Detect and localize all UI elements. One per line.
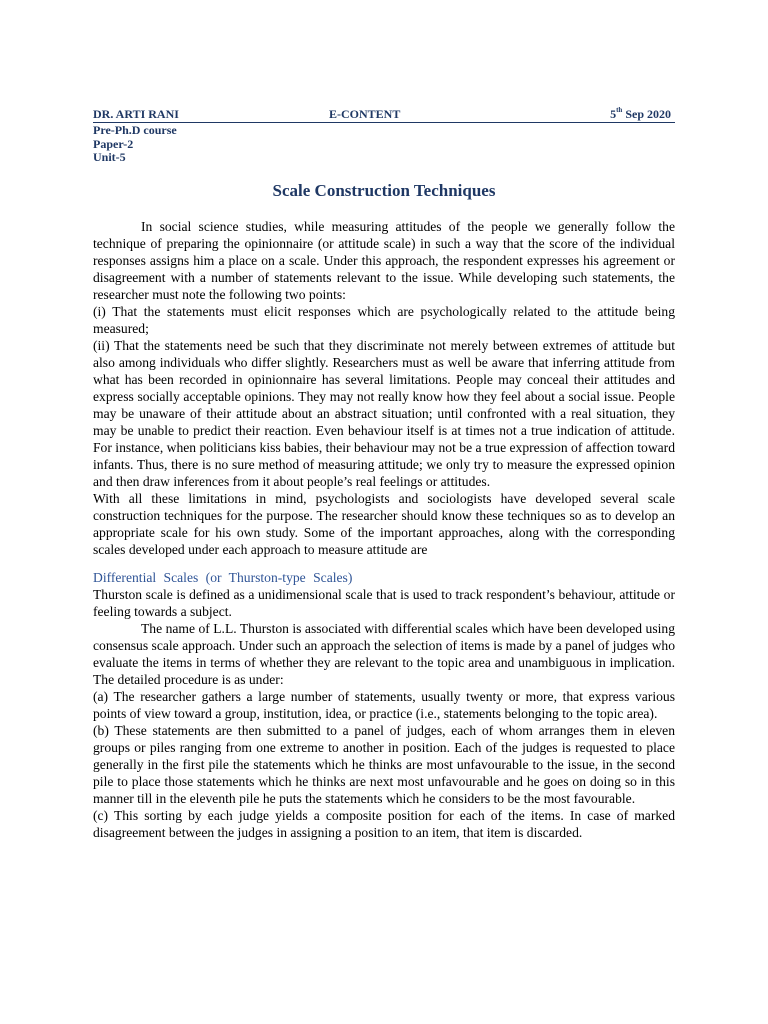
section-thurston-paragraph: The name of L.L. Thurston is associated with differential scales which have been developed using consensus scale approach. Under such an approach the selection of items is made by a panel of judges who evaluate the items in terms of whether they are relevant to the topic area and unambiguous in implication. The detailed procedure is as under: — [93, 620, 675, 687]
document-page — [93, 106, 675, 841]
page-title: Scale Construction Techniques — [272, 180, 496, 200]
paragraph-intro: In social science studies, while measuring attitudes of the people we generally follow the technique of preparing the opinionnaire (or attitude scale) in such a way that the score of the individual responses assigns him a place on a scale. Under this approach, the respondent expresses his agreement or disagreement with a number of statements relevant to the issue. While developing such statements, the researcher must note the following two points: — [93, 218, 675, 302]
header-content-type: E-CONTENT — [329, 107, 401, 121]
meta-course: Pre-Ph.D course — [93, 123, 177, 137]
procedure-step-a: (a) The researcher gathers a large number of statements, usually twenty or more, that express various points of view toward a group, institution, idea, or practice (i.e., statements belonging to the topic area). — [93, 688, 675, 721]
meta-paper: Paper-2 — [93, 136, 134, 151]
paragraph-point-i: (i) That the statements must elicit responses which are psychologically related to the attitude being measured; — [93, 303, 675, 336]
procedure-step-c: (c) This sorting by each judge yields a composite position for each of the items. In case of marked disagreement between the judges in assigning a position to an item, that item is discarded. — [93, 807, 675, 840]
header-author: DR. ARTI RANI — [93, 107, 179, 121]
meta-unit: Unit-5 — [93, 150, 126, 164]
page-header — [93, 106, 675, 123]
header-date — [610, 107, 671, 122]
header-date-day: 5 — [610, 107, 617, 121]
section-definition: Thurston scale is defined as a unidimensional scale that is used to track respondent’s behaviour, attitude or feeling towards a subject. — [93, 586, 675, 619]
header-date-rest: Sep 2020 — [622, 107, 671, 121]
procedure-step-b: (b) These statements are then submitted to a panel of judges, each of whom arranges them in eleven groups or piles ranging from one extreme to another in position. Each of the judges is requested to place generally in the first pile the statements which he thinks are most unfavourable to the issue, in the second pile to place those statements which he thinks are next most unfavourable and he goes on doing so in this manner till in the eleventh pile he puts the statements which he considers to be the most favourable. — [93, 722, 675, 806]
paragraph-limitations: With all these limitations in mind, psychologists and sociologists have developed several scale construction techniques for the purpose. The researcher should know these techniques so as to develop an appropriate scale for his own study. Some of the important approaches, along with the corresponding scales developed under each approach to measure attitude are — [93, 490, 675, 557]
course-meta — [93, 124, 675, 165]
section-heading: Differential Scales (or Thurston-type Scales) — [93, 569, 353, 585]
paragraph-point-ii: (ii) That the statements need be such that they discriminate not merely between extremes of attitude but also among individuals who differ slightly. Researchers must as well be aware that inferring attitude from what has been recorded in opinionnaire has several limitations. People may conceal their attitudes and express socially acceptable opinions. They may not really know how they feel about a social issue. People may be unaware of their attitude about an abstract situation; until confronted with a real situation, they may be unable to predict their reaction. Even behaviour itself is at times not a true indication of attitude. For instance, when politicians kiss babies, their behaviour may not be a true expression of affection toward infants. Thus, there is no sure method of measuring attitude; we only try to measure the expressed opinion and then draw inferences from it about people’s real feelings or attitudes. — [93, 337, 675, 489]
body-text — [93, 218, 675, 841]
header-date-suffix: th — [616, 106, 623, 114]
